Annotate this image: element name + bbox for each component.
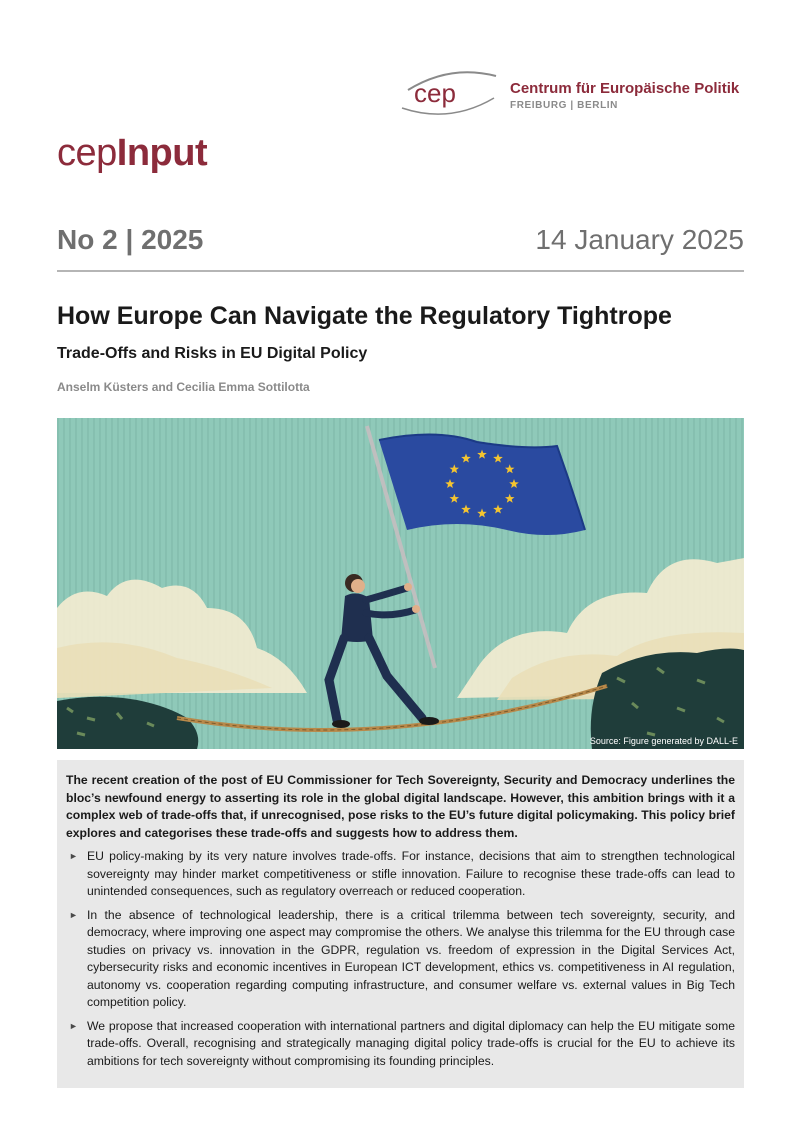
series-prefix: cep (57, 132, 117, 174)
bullet-arrow-icon: ► (69, 851, 78, 861)
tightrope-illustration (57, 418, 744, 749)
bullet-arrow-icon: ► (69, 1020, 78, 1031)
cep-logo-mark (400, 68, 500, 120)
issue-number: No 2 | 2025 (57, 224, 204, 255)
image-caption: Source: Figure generated by DALL-E (589, 736, 738, 746)
summary-bullet-text: In the absence of technological leadership, there is a critical trilemma between tech sovereignty, security, and democracy, where improving one aspect may compromise the others. We analyse this trilemma for the EU through case studies on privacy vs. innovation in the GDPR, regulation vs. freedom of expression in the Digital Services Act, cybersecurity risks and economic incentives in European ICT development, ethics vs. competitiveness in AI regulation, autonomy vs. cooperation regarding computing infrastructure, and consumer welfare vs. external values in Big Tech competition policy. (87, 907, 735, 1009)
publication-date: 14 January 2025 (535, 224, 744, 255)
summary-bullet (66, 1018, 735, 1071)
cep-logo (400, 68, 745, 120)
series-title (57, 132, 207, 175)
summary-intro: The recent creation of the post of EU Commissioner for Tech Sovereignty, Security and Democracy underlines the bloc’s newfound energy to asserting its role in the global digital landscape. However, this ambition brings with it a complex web of trade-offs that, if unrecognised, pose risks to the EU’s future digital policymaking. This policy brief explores and categorises these trade-offs and suggests how to address them. (66, 773, 735, 840)
summary-bullet-text: We propose that increased cooperation with international partners and digital diplomacy can help the EU mitigate some trade-offs. Overall, recognising and strategically managing digital policy trade-offs is crucial for the EU to achieve its ambitions for tech sovereignty without compromising its founding principles. (87, 1018, 735, 1068)
issue-row (57, 222, 744, 262)
eu-flag (379, 434, 585, 535)
logo-mark-text: cep (414, 78, 456, 108)
summary-bullets (66, 848, 735, 1070)
document-subtitle: Trade-Offs and Risks in EU Digital Policy (57, 345, 368, 362)
summary-bullet (66, 907, 735, 1012)
bullet-arrow-icon: ► (69, 909, 78, 920)
series-name: Input (116, 132, 208, 174)
summary-box (57, 760, 744, 1088)
divider (57, 270, 744, 272)
document-title: How Europe Can Navigate the Regulatory Tightrope (57, 302, 672, 330)
org-name: Centrum für Europäische Politik (510, 80, 740, 97)
authors: Anselm Küsters and Cecilia Emma Sottilotta (57, 380, 310, 394)
org-cities: FREIBURG | BERLIN (510, 100, 618, 111)
summary-bullet-text: EU policy-making by its very nature involves trade-offs. For instance, decisions that aim to strengthen technological sovereignty may hinder market competitiveness or stifle innovation. Failure to recognise these trade-offs can lead to unintended consequences, such as regulatory overreach or reduced cooperation. (87, 849, 735, 898)
summary-bullet (66, 848, 735, 901)
hero-illustration (57, 418, 744, 749)
